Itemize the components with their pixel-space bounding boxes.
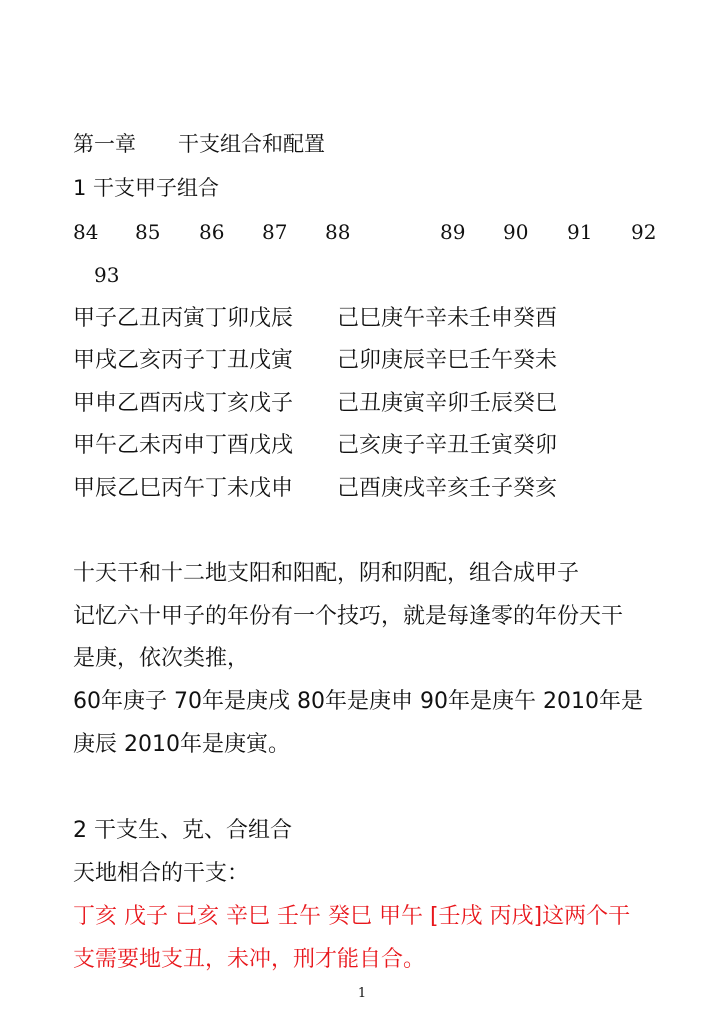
paragraph-years-line-2: 庚辰 2010年是庚寅。 xyxy=(73,732,290,757)
ganzhi-left: 甲午乙未丙申丁酉戊戌 xyxy=(73,433,294,458)
ganzhi-right: 己亥庚子辛丑壬寅癸卯 xyxy=(337,433,558,458)
year-label: 89 xyxy=(440,220,466,244)
ganzhi-row xyxy=(73,389,558,419)
year-label: 87 xyxy=(262,220,288,244)
year-row-wrap xyxy=(0,261,724,289)
chapter-title: 第一章 干支组合和配置 xyxy=(73,132,325,156)
ganzhi-right: 己卯庚辰辛巳壬午癸未 xyxy=(337,348,558,373)
year-label: 90 xyxy=(503,220,529,244)
ganzhi-row xyxy=(73,304,558,334)
paragraph-years-line-1: 60年庚子 70年是庚戌 80年是庚申 90年是庚午 2010年是 xyxy=(73,689,643,714)
year-label: 86 xyxy=(199,220,225,244)
year-label: 92 xyxy=(631,220,657,244)
year-label: 85 xyxy=(135,220,161,244)
year-label: 84 xyxy=(73,220,99,244)
year-label: 88 xyxy=(325,220,351,244)
year-label: 93 xyxy=(94,263,120,287)
section-2-title: 2 干支生、克、合组合 xyxy=(73,818,292,843)
ganzhi-left: 甲申乙酉丙戌丁亥戊子 xyxy=(73,391,294,416)
red-note-line-2: 支需要地支丑，未冲，刑才能自合。 xyxy=(73,947,426,972)
red-note-line-1: 丁亥 戊子 己亥 辛巳 壬午 癸巳 甲午 [壬戌 丙戌]这两个干 xyxy=(73,904,631,929)
ganzhi-right: 己丑庚寅辛卯壬辰癸巳 xyxy=(337,391,558,416)
ganzhi-row xyxy=(73,346,558,376)
year-row xyxy=(0,218,724,246)
section-1-title: 1 干支甲子组合 xyxy=(73,176,220,200)
ganzhi-left: 甲子乙丑丙寅丁卯戊辰 xyxy=(73,306,294,331)
section-2-subtitle: 天地相合的干支： xyxy=(73,861,250,886)
ganzhi-row xyxy=(73,474,558,504)
ganzhi-left: 甲辰乙巳丙午丁未戊申 xyxy=(73,476,294,501)
page-number: 1 xyxy=(357,986,367,1001)
paragraph-tip-line-2: 是庚，依次类推， xyxy=(73,646,250,671)
ganzhi-right: 己酉庚戌辛亥壬子癸亥 xyxy=(337,476,558,501)
ganzhi-left: 甲戌乙亥丙子丁丑戊寅 xyxy=(73,348,294,373)
ganzhi-row xyxy=(73,431,558,461)
paragraph-pairing: 十天干和十二地支阳和阳配，阴和阴配，组合成甲子 xyxy=(73,561,580,586)
ganzhi-right: 己巳庚午辛未壬申癸酉 xyxy=(337,306,558,331)
year-label: 91 xyxy=(567,220,593,244)
paragraph-tip-line-1: 记忆六十甲子的年份有一个技巧，就是每逢零的年份天干 xyxy=(73,604,624,629)
